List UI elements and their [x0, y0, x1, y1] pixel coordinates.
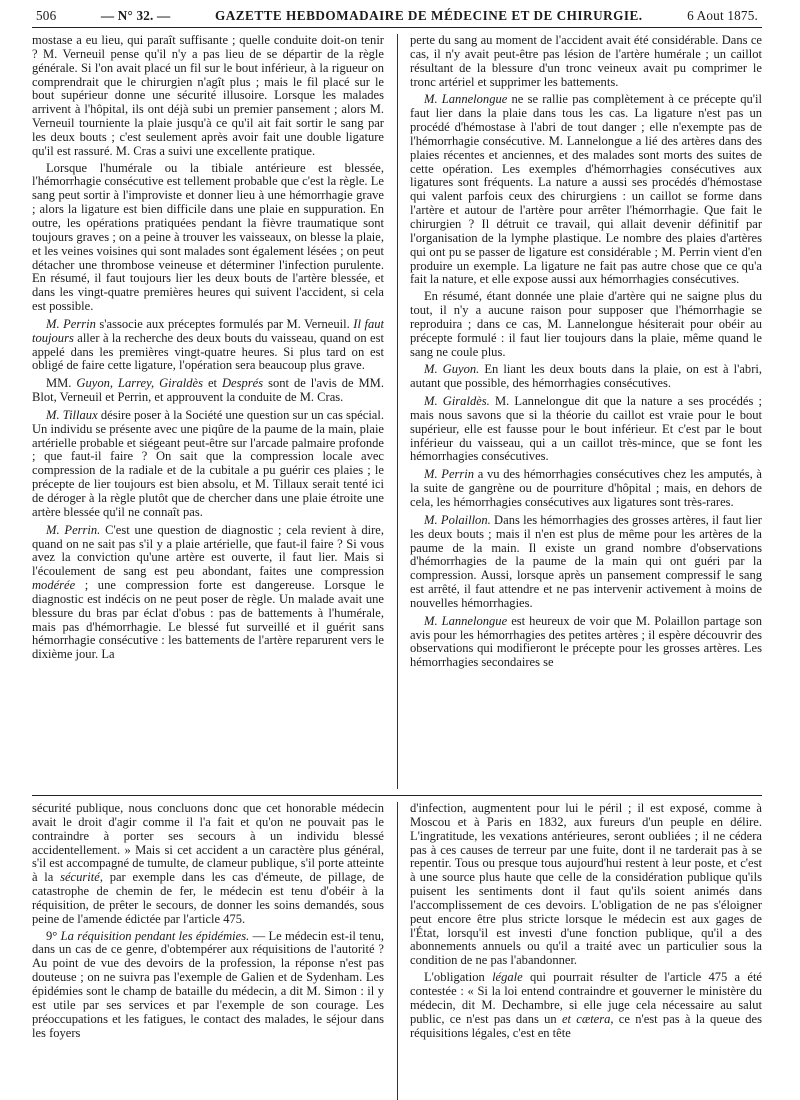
bottom-left-column — [32, 802, 384, 1100]
page-number: 506 — [36, 8, 57, 23]
issue-number: — N° 32. — — [100, 8, 171, 23]
paragraph: Lorsque l'humérale ou la tibiale antérieure est blessée, l'hémorrhagie consécutive est tellement probable que c'est la règle. Le sang peut sortir à l'improviste et donner lieu à une hémorrhagie grave ; alors la ligature est bien difficile dans une plaie en suppuration. En outre, les opérations pratiquées pendant la fièvre traumatique sont toujours graves ; on a peine à trouver les vaisseaux, on blesse la plaie, et les veines voisines qui sont malades sont également lésées ; on peut détacher une thrombose veineuse et déterminer l'infection purulente. En résumé, il faut toujours lier les deux bouts de l'artère blessée, et dans les vingt-quatre premières heures qui suivent l'accident, si cela est possible. — [32, 160, 384, 314]
paragraph: M. Tillaux désire poser à la Société une question sur un cas spécial. Un individu se présente avec une piqûre de la paume de la main, plaie artérielle probable et siégeant peut-être sur l'arcade palmaire profonde ; que faut-il faire ? On sait que la compression locale avec compression de la radiale et de la cubitale a pu guérir ces plaies ; le précepte de lier toujours est bien absolu, et M. Tillaux serait tenté ici de déroger à la règle plutôt que de chercher dans une plaie étroite une artère blessée qu'il ne connaît pas. — [32, 407, 384, 519]
paragraph: 9° La réquisition pendant les épidémies. — Le médecin est-il tenu, dans un cas de ce genre, d'obtempérer aux réquisitions de l'autorité ? Au point de vue des devoirs de la profession, la réponse n'est pas douteuse ; on ne suivra pas l'exemple de Galien et de Sydenham. Les épidémies sont le champ de bataille du médecin, a dit M. Simon : il y est utile par ses services et par l'exemple de son courage. Les préoccupations et les fatigues, le contact des malades, le séjour dans les foyers — [32, 928, 384, 1040]
running-head — [32, 8, 762, 27]
header-rule — [32, 27, 762, 28]
paragraph: M. Guyon. En liant les deux bouts dans la plaie, on est à l'abri, autant que possible, des hémorrhagies consécutives. — [410, 362, 762, 391]
bottom-section — [32, 802, 762, 1100]
paragraph: M. Perrin s'associe aux préceptes formulés par M. Verneuil. Il faut toujours aller à la recherche des deux bouts du vaisseau, quand on est appelé dans les premières vingt-quatre heures. Si plus tard on est obligé de faire cette ligature, l'opération sera beaucoup plus grave. — [32, 316, 384, 373]
paragraph: MM. Guyon, Larrey, Giraldès et Després sont de l'avis de MM. Blot, Verneuil et Perrin, et approuvent la conduite de M. Cras. — [32, 376, 384, 405]
top-right-column — [410, 34, 762, 789]
top-section — [32, 34, 762, 789]
issue-date: 6 Aout 1875. — [687, 8, 758, 23]
top-left-column — [32, 34, 384, 789]
paragraph: sécurité publique, nous concluons donc que cet honorable médecin avait le droit d'agir comme il l'a fait et qu'on ne pouvait pas le contraindre à porter ses secours à un individu blessé accidentellement. » Mais si cet accident a un caractère plus général, s'il est accompagné de tumulte, de clameur publique, s'il porte atteinte à la sécurité, par exemple dans les cas d'émeute, de pillage, de catastrophe de chemin de fer, le médecin est tenu d'obéir à la réquisition, de prêter le secours, de donner les soins demandés, sous peine de l'amende édictée par l'article 475. — [32, 802, 384, 926]
paragraph: M. Lannelongue ne se rallie pas complètement à ce précepte qu'il faut lier dans la plaie dans tous les cas. La ligature n'est pas un procédé d'hémostase à l'abri de tout danger ; elle n'exempte pas de l'hémorrhagie consécutive. M. Lannelongue a lié des artères dans des plaies récentes et anciennes, et des malades sont morts des suites de cette opération. Les exemples d'hémorrhagies consécutives aux ligatures sont fréquents. La nature a aussi ses procédés d'hémostase qui valent parfois ceux des chirurgiens : un caillot se forme dans l'artère et autour de l'artère pour arrêter l'hémorrhagie. Que fait le chirurgien ? Il détruit ce travail, qui allait devenir définitif par l'organisation de la lymphe plastique. Le nombre des plaies d'artères qui ont pu se passer de ligature est considérable ; M. Perrin vient d'en produire un exemple. La ligature ne fait pas autre chose que ce qu'a fait la nature, et elle expose aussi aux hémorrhagies consécutives. — [410, 92, 762, 287]
paragraph: mostase a eu lieu, qui paraît suffisante ; quelle conduite doit-on tenir ? M. Verneuil pense qu'il n'y a pas lieu de se départir de la règle générale. Si l'on avait placé un fil sur le bout inférieur, à la rigueur on comprendrait que le chirurgien n'agît plus ; mais le fil placé sur le bout supérieur donne une sécurité illusoire. Lorsque les malades arrivent à l'hôpital, ils ont déjà subi un premier pansement ; alors M. Verneuil tourniente la plaie jusqu'à ce qu'il ait fait sortir le sang par les deux bouts ; c'est seulement après avoir fait une double ligature qu'il est rassuré. M. Cras a suivi une excellente pratique. — [32, 34, 384, 158]
paragraph: En résumé, étant donnée une plaie d'artère qui ne saigne plus du tout, il n'y a aucune raison pour supposer que l'hémorrhagie se reproduira ; dans ce cas, M. Lannelongue hésiterait pour obéir au précepte formulé : il faut lier toujours dans la plaie, même quand le sang ne coule plus. — [410, 289, 762, 359]
paragraph: M. Lannelongue est heureux de voir que M. Polaillon partage son avis pour les hémorrhagies des petites artères ; il espère découvrir des observations qui modifieront le précepte pour les grosses artères. Les hémorrhagies secondaires se — [410, 613, 762, 670]
paragraph: M. Perrin a vu des hémorrhagies consécutives chez les amputés, à la suite de gangrène ou de pourriture d'hôpital ; mais, en dehors de cela, les hémorrhagies consécutives aux ligatures sont très-rares. — [410, 467, 762, 509]
journal-title: GAZETTE HEBDOMADAIRE DE MÉDECINE ET DE CHIRURGIE. — [214, 8, 643, 23]
column-divider — [397, 34, 398, 789]
paragraph: M. Polaillon. Dans les hémorrhagies des grosses artères, il faut lier les deux bouts ; mais il n'en est plus de même pour les artères de la paume de la main. Il existe un grand nombre d'observations d'hémorrhagies de la paume de la main qui ont guéri par la compression. Aussi, lorsque après un pansement compressif le sang est arrêté, il faut attendre et ne pas intervenir activement à moins de nouvelles hémorrhagies. — [410, 512, 762, 610]
bottom-right-column — [410, 802, 762, 1100]
paragraph: L'obligation légale qui pourrait résulter de l'article 475 a été contestée : « Si la loi entend contraindre et gouverner le ministère du médecin, dit M. Dechambre, si elle juge cela nécessaire au salut public, ce n'est pas dans un et cætera, ce n'est pas à la queue des réquisitions légales, c'est en tête — [410, 970, 762, 1040]
paragraph: d'infection, augmentent pour lui le péril ; il est exposé, comme à Moscou et à Paris en 1832, aux fureurs d'un peuple en délire. L'ingratitude, les vexations antérieures, seront oubliées ; il ne cédera pas à ces causes de terreur par une fuite, dont il ne tarderait pas à se repentir. Tous ou presque tous aujourd'hui restent à leur poste, et c'est à une source plus haute que celle de la considération publique qu'ils puisent les sentiments dont il faut qu'ils soient animés dans l'accomplissement de ces devoirs. L'obligation de ne pas s'éloigner peut encore être plus stricte lorsque le médecin est aux gages de l'État, lorsqu'il est investi d'une fonction publique, qu'il a des abonnements annuels ou qu'il a traité avec un particulier sous la condition de ne pas l'abandonner. — [410, 802, 762, 968]
paragraph: M. Perrin. C'est une question de diagnostic ; cela revient à dire, quand on ne sait pas s'il y a plaie artérielle, que faut-il faire ? Si vous avez la conviction qu'une artère est ouverte, il faut lier. Mais si l'écoulement de sang est peu abondant, faites une compression modérée ; une compression forte est dangereuse. Lorsque le diagnostic est indécis on ne peut poser de règle. Un malade avait une blessure du bras par éclat d'obus : pas de battements à l'humérale, mais pas d'hémorrhagie. Le blessé fut surveillé et il guérit sans hémorrhagie consécutive : les battements de l'artère reparurent vers le dixième jour. La — [32, 522, 384, 662]
column-divider — [397, 802, 398, 1100]
section-rule — [32, 795, 762, 796]
paragraph: M. Giraldès. M. Lannelongue dit que la nature a ses procédés ; mais nous savons que si la théorie du caillot est vraie pour le bout supérieur, elle est fausse pour le bout inférieur. Et c'est par le bout inférieur du vaisseau, qui a un caillot très-mince, que se font les hémorrhagies consécutives. — [410, 394, 762, 464]
paragraph: perte du sang au moment de l'accident avait été considérable. Dans ce cas, il n'y avait peut-être pas lésion de l'artère humérale ; un caillot résultant de la blessure d'un tronc veineux avait pu comprimer le tronc artériel et supprimer les battements. — [410, 34, 762, 89]
